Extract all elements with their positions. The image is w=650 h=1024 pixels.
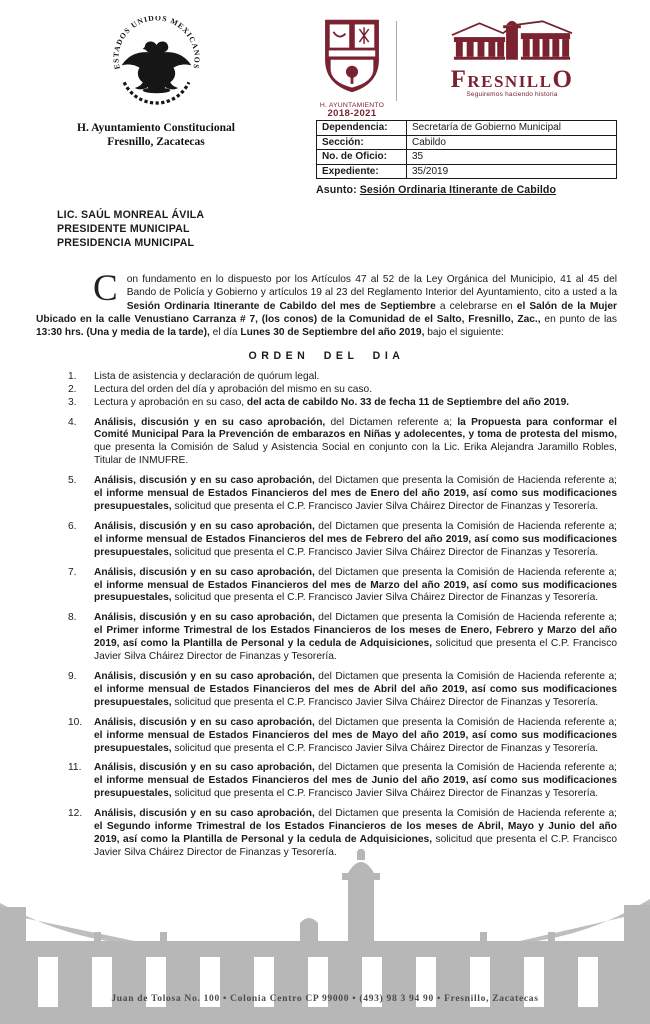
letterhead <box>36 13 617 196</box>
agenda-list <box>36 371 617 860</box>
agenda-item-text: Lista de asistencia y declaración de quórum legal. <box>94 370 320 382</box>
info-table-row <box>317 150 617 165</box>
mexican-eagle-seal-icon <box>108 16 205 113</box>
agenda-item-text: Análisis, discusión y en su caso aprobación, del Dictamen que presenta la Comisión de Hacienda referente a; el Segundo informe Trimestral de los Estados Financieros de los meses de Abril, Mayo y Junio del año 2019, así como la Plantilla de Personal y la cedula de Adquisiciones, solicitud que presenta el C.P. Francisco Javier Silva Cháirez Director de Finanzas y Tesorería. <box>94 808 617 858</box>
info-table-value: Cabildo <box>407 135 617 150</box>
agenda-item-text: Lectura del orden del día y aprobación del mismo en su caso. <box>94 383 373 395</box>
shield-caption-line2: 2018-2021 <box>327 107 377 119</box>
agenda-item-number: 5. <box>68 475 77 487</box>
info-table-value: 35/2019 <box>407 164 617 179</box>
fresnillo-tagline: Seguiremos haciendo historia <box>466 91 558 98</box>
agenda-item-number: 10. <box>68 716 83 728</box>
agenda-item <box>36 371 617 384</box>
agenda-item-text: Lectura y aprobación en su caso, del acta de cabildo No. 33 de fecha 11 de Septiembre del año 2019. <box>94 396 570 408</box>
info-table-row <box>317 135 617 150</box>
agenda-item <box>36 397 617 410</box>
agenda-item-number: 3. <box>68 396 77 408</box>
agenda-item-number: 2. <box>68 383 77 395</box>
agenda-item <box>36 475 617 514</box>
agenda-item <box>36 521 617 560</box>
shield-caption-line1: H. AYUNTAMIENTO <box>319 102 385 109</box>
drop-cap: C <box>93 268 118 310</box>
oficio-info-table <box>316 120 617 179</box>
intro-text: on fundamento en lo dispuesto por los Artículos 47 al 52 de la Ley Orgánica del Municipio, 41 al 45 del Bando de Policía y Gobierno y artículos 19 al 23 del Reglamento Interior del Ayuntamiento, cito a usted a la Sesión Ordinaria Itinerante de Cabildo del mes de Septiembre a celebrarse en el Salón de la Mujer Ubicado en la calle Venustiano Carranza # 7, (los conos) de la Comunidad de el Salto, Fresnillo, Zac., en punto de las 13:30 hrs. (Una y media de la tarde), el día Lunes 30 de Septiembre del año 2019, bajo el siguiente: <box>36 274 618 338</box>
agenda-item-text: Análisis, discusión y en su caso aprobación, del Dictamen que presenta la Comisión de Hacienda referente a; el informe mensual de Estados Financieros del mes de Mayo del año 2019, así como sus modificaciones presupuestales, solicitud que presenta el C.P. Francisco Javier Silva Cháirez Director de Finanzas y Tesorería. <box>94 716 617 754</box>
agenda-item-number: 6. <box>68 520 77 532</box>
footer-address: Juan de Tolosa No. 100 • Colonia Centro CP 99000 • (493) 98 3 94 90 • Fresnillo, Zacatecas <box>111 994 539 1004</box>
agenda-item-number: 9. <box>68 670 77 682</box>
info-table-label: No. de Oficio: <box>317 150 407 165</box>
agenda-item-text: Análisis, discusión y en su caso aprobación, del Dictamen que presenta la Comisión de Hacienda referente a; el informe mensual de Estados Financieros del mes de Abril del año 2019, así como sus modificaciones presupuestales, solicitud que presenta el C.P. Francisco Javier Silva Cháirez Director de Finanzas y Tesorería. <box>94 670 617 708</box>
agenda-item <box>36 717 617 756</box>
agenda-item-text: Análisis, discusión y en su caso aprobación, del Dictamen que presenta la Comisión de Hacienda referente a; el informe mensual de Estados Financieros del mes de Marzo del año 2019, así como sus modificaciones presupuestales, solicitud que presenta el C.P. Francisco Javier Silva Cháirez Director de Finanzas y Tesorería. <box>94 566 617 604</box>
info-table-row <box>317 164 617 179</box>
agenda-item <box>36 417 617 469</box>
letterhead-right <box>316 13 617 196</box>
agenda-item-text: Análisis, discusión y en su caso aprobación, del Dictamen que presenta la Comisión de Hacienda referente a; el informe mensual de Estados Financieros del mes de Junio del año 2019, así como sus modificaciones presupuestales, solicitud que presenta el C.P. Francisco Javier Silva Cháirez Director de Finanzas y Tesorería. <box>94 762 617 800</box>
municipal-shield-block <box>316 13 388 117</box>
addressee-block <box>57 209 617 250</box>
agenda-item-text: Análisis, discusión y en su caso aprobación, del Dictamen que presenta la Comisión de Hacienda referente a; el informe mensual de Estados Financieros del mes de Enero del año 2019, así como sus modificaciones presupuestales, solicitud que presenta el C.P. Francisco Javier Silva Cháirez Director de Finanzas y Tesorería. <box>94 475 617 513</box>
info-table-label: Sección: <box>317 135 407 150</box>
agenda-item-number: 1. <box>68 370 77 382</box>
left-caption-line1: H. Ayuntamiento Constitucional <box>77 122 235 134</box>
intro-paragraph <box>36 268 618 338</box>
addressee-office: PRESIDENCIA MUNICIPAL <box>57 236 195 249</box>
left-caption <box>36 122 276 149</box>
agenda-item <box>36 384 617 397</box>
fresnillo-logo-block <box>407 13 617 98</box>
agenda-item-text: Análisis, discusión y en su caso aprobación, del Dictamen que presenta la Comisión de Hacienda referente a; el informe mensual de Estados Financieros del mes de Febrero del año 2019, así como sus modificaciones presupuestales, solicitud que presenta el C.P. Francisco Javier Silva Cháirez Director de Finanzas y Tesorería. <box>94 520 617 558</box>
agenda-item <box>36 612 617 664</box>
seal-ring-text: ESTADOS UNIDOS MEXICANOS <box>110 16 202 71</box>
agenda-item <box>36 808 617 860</box>
municipal-shield-icon <box>322 17 382 95</box>
agenda-item-number: 8. <box>68 612 77 624</box>
agenda-item-number: 11. <box>68 762 82 774</box>
subject-value: Sesión Ordinaria Itinerante de Cabildo <box>359 184 557 196</box>
order-of-day-title: ORDEN DEL DIA <box>248 349 405 362</box>
logo-divider <box>396 21 397 101</box>
addressee-name: LIC. SAÚL MONREAL ÁVILA <box>57 209 205 221</box>
subject-label: Asunto: <box>316 184 357 196</box>
agenda-item <box>36 567 617 606</box>
logo-row <box>316 13 617 117</box>
national-seal-block <box>36 13 276 149</box>
fresnillo-wordmark <box>407 66 617 93</box>
agenda-item-text: Análisis, discusión y en su caso aprobación, del Dictamen referente a; la Propuesta para conformar el Comité Municipal Para la Prevención de embarazos en Niñas y adolecentes, y toma de protesta del mismo, que presenta la Comisión de Salud y Asistencia Social en conjunto con la Lic. Erika Alejandra Jaramillo Robles, Titular de INMUFRE. <box>94 416 617 467</box>
info-table-label: Dependencia: <box>317 121 407 136</box>
agenda-item <box>36 671 617 710</box>
agenda-item-number: 4. <box>68 416 77 428</box>
addressee-title: PRESIDENTE MUNICIPAL <box>57 222 190 235</box>
wordmark-last-letter: O <box>552 66 574 93</box>
fresnillo-arches-icon <box>448 19 576 65</box>
wordmark-first-letter: F <box>450 66 468 93</box>
agenda-item <box>36 762 617 801</box>
info-table-label: Expediente: <box>317 164 407 179</box>
left-caption-line2: Fresnillo, Zacatecas <box>107 135 205 148</box>
agenda-item-text: Análisis, discusión y en su caso aprobación, del Dictamen que presenta la Comisión de Hacienda referente a; el Primer informe Trimestral de los Estados Financieros de los meses de Enero, Febrero y Marzo del año 2019, así como la Plantilla de Personal y la cedula de Adquisiciones, solicitud que presenta el C.P. Francisco Javier Silva Cháirez Director de Finanzas y Tesorería. <box>94 612 617 663</box>
agenda-item-number: 7. <box>68 566 77 578</box>
wordmark-middle: RESNILL <box>467 72 553 91</box>
info-table-value: 35 <box>407 150 617 165</box>
info-table-row <box>317 121 617 136</box>
agenda-item-number: 12. <box>68 808 83 820</box>
info-table-value: Secretaría de Gobierno Municipal <box>407 121 617 136</box>
subject-line <box>316 184 617 196</box>
shield-caption <box>316 102 388 117</box>
